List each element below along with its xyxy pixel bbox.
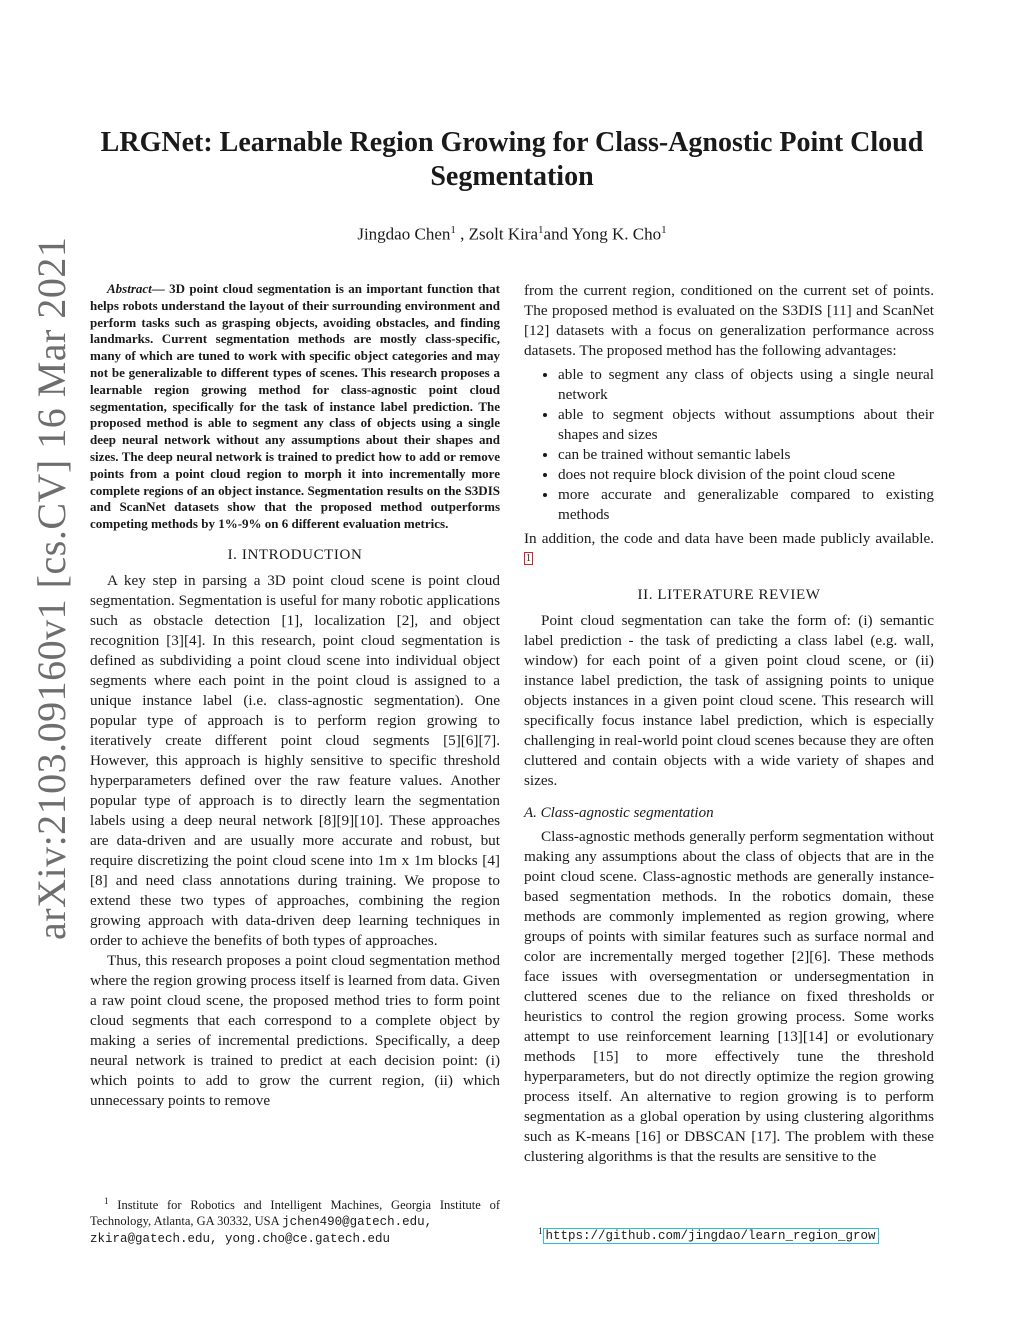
availability-text: In addition, the code and data have been made publicly available.: [524, 530, 934, 547]
list-item: • can be trained without semantic labels: [558, 445, 934, 465]
affiliation-footnote: [90, 1193, 500, 1247]
left-column: [90, 281, 500, 1111]
intro-continued: from the current region, conditioned on the current set of points. The proposed method is evaluated on the S3DIS [11] and ScanNet [12] datasets with a focus on generalization performance across datasets. The proposed method has the following advantages:: [524, 282, 934, 359]
author-affiliation: 1: [538, 224, 544, 236]
subsection-heading: A. Class-agnostic segmentation: [524, 805, 714, 822]
github-url-link[interactable]: https://github.com/jingdao/learn_region_grow: [543, 1228, 879, 1244]
list-item: • more accurate and generalizable compared to existing methods: [558, 485, 934, 525]
email-link[interactable]: zkira@gatech.edu, yong.cho@ce.gatech.edu: [90, 1232, 391, 1247]
author-name: Jingdao Chen: [357, 224, 451, 244]
footnote-text: Institute for Robotics and Intelligent Machines, Georgia Institute of Technology, Atlanta, GA 30332, USA: [90, 1198, 501, 1229]
author-separator: and: [543, 224, 572, 244]
author-line: [80, 224, 944, 245]
author-separator: ,: [455, 224, 469, 244]
class-agnostic-paragraph: Class-agnostic methods generally perform segmentation without making any assumptions about the class of objects that are in the point cloud scene. Class-agnostic methods are generally instance-based segmentation methods. In the robotics domain, these methods are commonly implemented as region growing, where groups of points with similar features such as surface normal and color are incrementally merged together [2][6]. These methods face issues with oversegmentation or undersegmentation in cluttered scenes due to the reliance on fixed thresholds or heuristics to control the region growing process. Some works attempt to use reinforcement learning [13][14] or evolutionary methods [15] to more effectively tune the threshold hyperparameters, but do not directly optimize the region growing process itself. An alternative to region growing is to perform segmentation as a global operation by using clustering algorithms such as K-means [16] or DBSCAN [17]. The problem with these clustering algorithms is that the results are sensitive to the: [524, 828, 934, 1166]
intro-paragraph-2: Thus, this research proposes a point cloud segmentation method where the region growing process itself is learned from data. Given a raw point cloud scene, the proposed method tries to form point cloud segments that each correspond to a complete object by making a series of incremental predictions. Specifically, a deep neural network is trained to predict at each decision point: (i) which points to add to grow the current region, (ii) which unnecessary points to remove: [90, 951, 500, 1109]
footnote-marker: 1: [538, 1226, 543, 1236]
email-link[interactable]: jchen490@gatech.edu,: [282, 1215, 433, 1230]
footnote-marker: 1: [104, 1196, 109, 1206]
footnote-ref-link[interactable]: 1: [526, 553, 531, 564]
author-name: Yong K. Cho: [571, 224, 662, 244]
abstract-text: 3D point cloud segmentation is an important function that helps robots understand the layout of their surrounding environment and perform tasks such as grasping objects, avoiding obstacles, and finding landmarks. Current segmentation methods are mostly class-specific, many of which are tuned to work with specific object categories and may not be generalizable to different types of scenes. This research proposes a learnable region growing method for class-agnostic point cloud segmentation, specifically for the task of instance label prediction. The proposed method is able to segment any class of objects using a single deep neural network without any assumptions about their shapes and sizes. The deep neural network is trained to predict how to add or remove points from a point cloud region to morph it into incrementally more complete regions of an object instance. Segmentation results on the S3DIS and ScanNet datasets show that the proposed method outperforms competing methods by 1%-9% on 6 different evaluation metrics.: [90, 281, 501, 532]
author-name: Zsolt Kira: [468, 224, 539, 244]
list-item: • does not require block division of the point cloud scene: [558, 465, 934, 485]
section-heading-literature-review: II. LITERATURE REVIEW: [637, 587, 821, 604]
right-column: [524, 281, 934, 1167]
arxiv-sidebar-id: arXiv:2103.09160v1 [cs.CV] 16 Mar 2021: [29, 236, 74, 940]
author-affiliation: 1: [661, 224, 667, 236]
list-item: • able to segment objects without assumptions about their shapes and sizes: [558, 405, 934, 445]
list-item: • able to segment any class of objects using a single neural network: [558, 365, 934, 405]
url-footnote: [538, 1223, 938, 1244]
literature-paragraph: Point cloud segmentation can take the form of: (i) semantic label prediction - the task of predicting a class label (e.g. wall, window) for each point of a given point cloud scene, or (ii) instance label prediction, the task of assigning points to unique objects instances in a given point cloud scene. This research will specifically focus instance label prediction, which is especially challenging in real-world point cloud scenes because they are often cluttered and contain objects with a wide variety of shapes and sizes.: [524, 612, 934, 790]
section-heading-introduction: I. INTRODUCTION: [227, 546, 363, 563]
intro-paragraph-1: A key step in parsing a 3D point cloud scene is point cloud segmentation. Segmentation is useful for many robotic applications such as obstacle detection [1], localization [2], and object recognition [3][4]. In this research, point cloud segmentation is defined as subdividing a point cloud scene into individual object segments where each point in the point cloud is assigned to a unique instance label (i.e. class-agnostic segmentation). One popular type of approach is to perform region growing to iteratively create different point cloud segments [5][6][7]. However, this approach is highly sensitive to specific threshold hyperparameters defined over the raw feature values. Another popular type of approach is to directly learn the segmentation labels using a deep neural network [8][9][10]. These approaches are data-driven and are usually more accurate and robust, but require discretizing the point cloud scene into 1m x 1m blocks [4][8] and need class annotations during training. We propose to extend these two types of approaches, combining the region growing approach with data-driven deep learning techniques in order to achieve the benefits of both types of approaches.: [90, 571, 500, 949]
availability-paragraph: [524, 529, 934, 573]
author-affiliation: 1: [450, 224, 456, 236]
abstract-dash: —: [151, 281, 170, 296]
abstract-label: Abstract: [107, 281, 152, 296]
paper-title: LRGNet: Learnable Region Growing for Class-Agnostic Point Cloud Segmentation: [100, 127, 924, 192]
advantages-list: [524, 365, 934, 525]
abstract: [90, 281, 500, 533]
